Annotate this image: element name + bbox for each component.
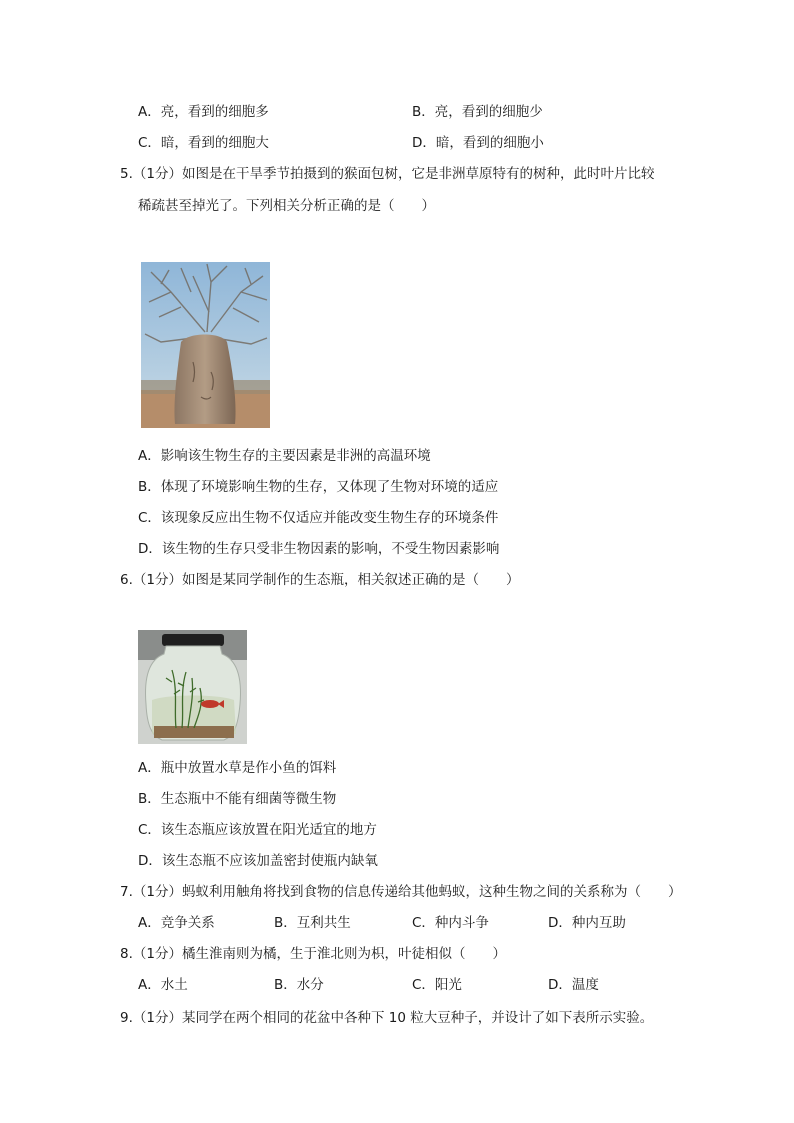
q8-option-d: D．温度 [548, 977, 599, 993]
q7-stem: 7.（1分）蚂蚁利用触角将找到食物的信息传递给其他蚂蚁，这种生物之间的关系称为（ ） [120, 884, 682, 900]
q5-option-d: D．该生物的生存只受非生物因素的影响，不受生物因素影响 [138, 541, 500, 557]
q7-option-a: A．竞争关系 [138, 915, 215, 931]
q8-option-a: A．水土 [138, 977, 188, 993]
ecological-bottle-photo [138, 630, 247, 744]
q7-option-c: C．种内斗争 [412, 915, 489, 931]
q4-option-b: B．亮，看到的细胞少 [412, 104, 543, 120]
q6-option-a: A．瓶中放置水草是作小鱼的饵料 [138, 760, 337, 776]
q5-stem-line1: 5.（1分）如图是在干旱季节拍摄到的猴面包树，它是非洲草原特有的树种，此时叶片比较 [120, 166, 655, 182]
q5-option-a: A．影响该生物生存的主要因素是非洲的高温环境 [138, 448, 431, 464]
q5-option-c: C．该现象反应出生物不仅适应并能改变生物生存的环境条件 [138, 510, 499, 526]
q4-option-c: C．暗，看到的细胞大 [138, 135, 269, 151]
q8-option-c: C．阳光 [412, 977, 462, 993]
q8-stem: 8.（1分）橘生淮南则为橘，生于淮北则为枳，叶徒相似（ ） [120, 946, 506, 962]
q7-option-b: B．互利共生 [274, 915, 351, 931]
q7-option-d: D．种内互助 [548, 915, 626, 931]
q9-stem: 9.（1分）某同学在两个相同的花盆中各种下 10 粒大豆种子，并设计了如下表所示实验。 [120, 1010, 654, 1026]
q4-option-d: D．暗，看到的细胞小 [412, 135, 544, 151]
q6-option-d: D．该生态瓶不应该加盖密封使瓶内缺氧 [138, 853, 378, 869]
q6-stem: 6.（1分）如图是某同学制作的生态瓶，相关叙述正确的是（ ） [120, 572, 520, 588]
q4-option-a: A．亮，看到的细胞多 [138, 104, 269, 120]
q5-stem-line2: 稀疏甚至掉光了。下列相关分析正确的是（ ） [138, 198, 435, 214]
q5-option-b: B．体现了环境影响生物的生存，又体现了生物对环境的适应 [138, 479, 499, 495]
q6-option-c: C．该生态瓶应该放置在阳光适宜的地方 [138, 822, 377, 838]
q8-option-b: B．水分 [274, 977, 324, 993]
q6-option-b: B．生态瓶中不能有细菌等微生物 [138, 791, 337, 807]
baobab-tree-photo [141, 262, 270, 428]
